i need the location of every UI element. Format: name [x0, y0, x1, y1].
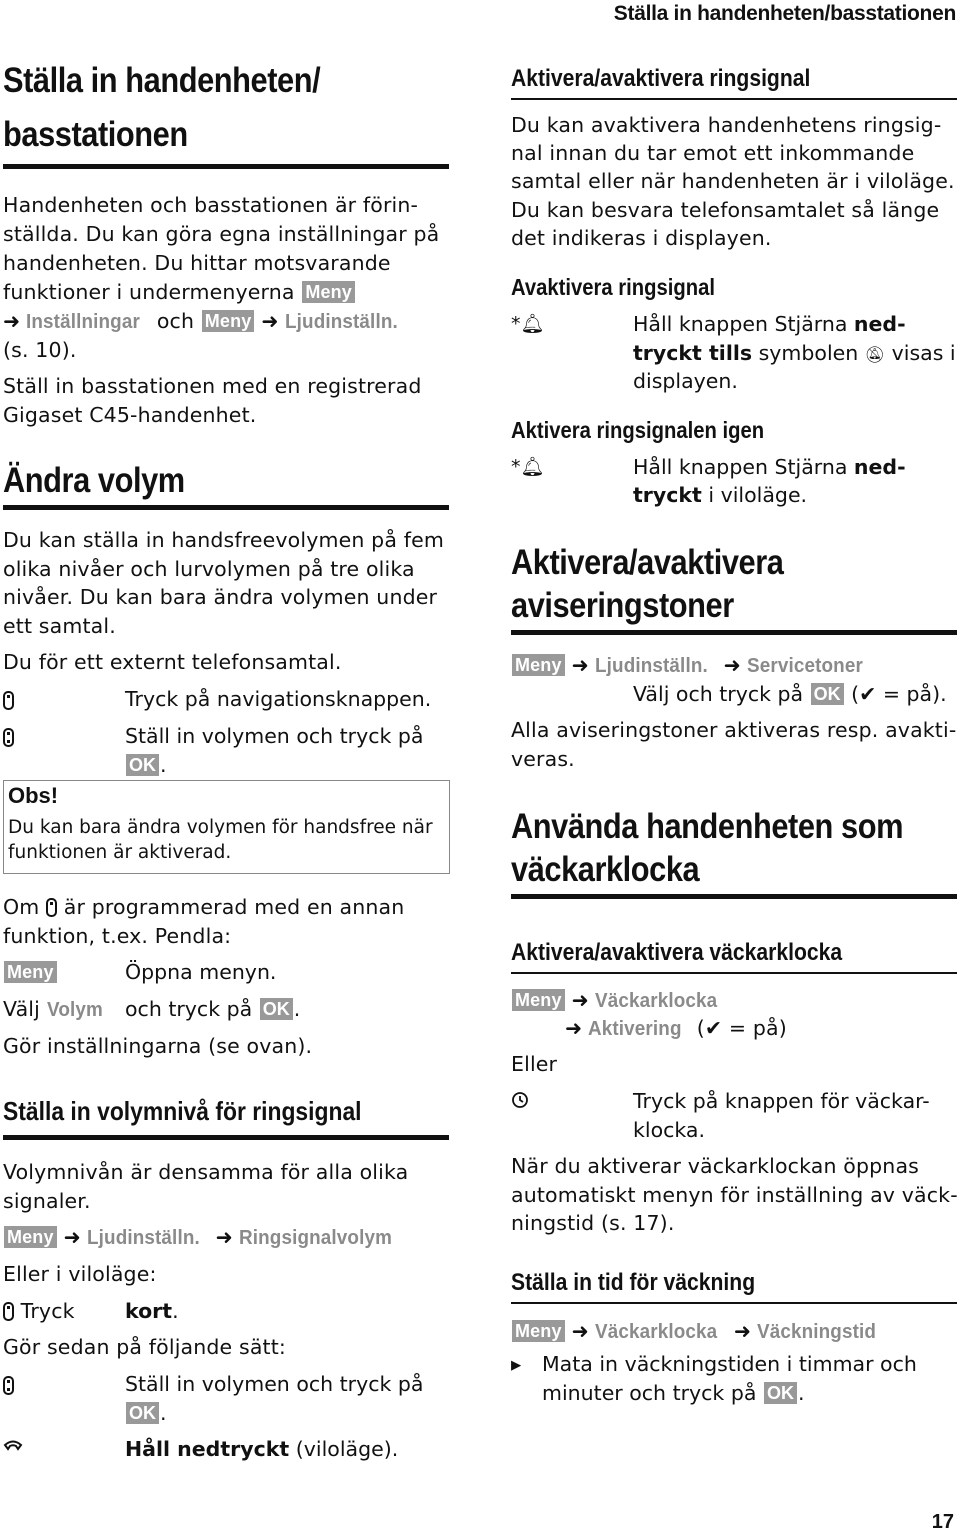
- section-rule: [511, 1302, 957, 1304]
- hall-nedtryckt: Håll nedtryckt (viloläge).: [125, 1437, 399, 1461]
- tid-menu-path: [511, 1317, 887, 1347]
- star-bell-icon: *🔔︎: [511, 313, 545, 335]
- menu-item-ljudinstalln: Ljudinställn.: [86, 1226, 200, 1249]
- bell-off-icon: 🔕︎: [864, 345, 886, 364]
- oppna-menyn: Öppna menyn.: [125, 960, 277, 984]
- valj-row: Välj Volym: [3, 995, 107, 1025]
- vack-menu-path-2: ➜ Aktivering (✔ = på): [559, 1014, 787, 1044]
- tryck-knapp: klocka.: [633, 1118, 705, 1142]
- step-ok: OK .: [125, 751, 167, 780]
- arrow-icon: ➜: [571, 988, 589, 1012]
- mata-line: minuter och tryck på OK .: [542, 1381, 805, 1405]
- ring-line: Volymnivån är densamma för alla olika: [3, 1160, 409, 1184]
- meny-key: Meny: [202, 310, 255, 332]
- heading-aktivera-igen: Aktivera ringsignalen igen: [511, 417, 765, 443]
- akt-line: Du kan besvara telefonsamtalet så länge: [511, 198, 940, 222]
- extern-line: Du för ett externt telefonsamtal.: [3, 650, 342, 674]
- volym-line: Du kan ställa in handsfreevolymen på fem: [3, 528, 444, 552]
- nav-updown-icon: [3, 1371, 14, 1399]
- arrow-icon: ➜: [261, 309, 279, 333]
- vack-menu-path: [511, 986, 728, 1016]
- akt-line: samtal eller när handenheten är i viloläge.: [511, 169, 955, 193]
- menu-item-ljudinstalln: Ljudinställn.: [594, 654, 708, 677]
- meny-key: Meny: [4, 1226, 57, 1248]
- avakt-text: displayen.: [633, 369, 738, 393]
- tryck-knapp: Tryck på knappen för väckar-: [633, 1089, 930, 1113]
- menu-item-ljudinstalln: Ljudinställn.: [284, 310, 398, 333]
- arrow-icon: ➜: [571, 653, 589, 677]
- star-bell-icon: *🔔︎: [511, 456, 545, 478]
- akt-line: nal innan du tar emot ett inkommande: [511, 141, 915, 165]
- section-rule: [511, 972, 957, 974]
- alarm-clock-icon: [511, 1088, 529, 1116]
- om-line: Om är programmerad med en annan: [3, 895, 405, 919]
- intro-line: handenheten. Du hittar motsvarande: [3, 251, 391, 275]
- och-tryck-ok: och tryck på OK .: [125, 997, 301, 1021]
- end-call-icon: [3, 1436, 23, 1465]
- arrow-icon: ➜: [723, 653, 741, 677]
- valj-tryck-ok: Välj och tryck på OK (✔ = på).: [633, 682, 947, 706]
- heading-vackarklocka-l2: väckarklocka: [511, 850, 700, 889]
- check-icon: ✔: [704, 1016, 723, 1040]
- gor-sedan: Gör sedan på följande sätt:: [3, 1335, 286, 1359]
- ring-line: signaler.: [3, 1189, 91, 1213]
- akt-line: det indikeras i displayen.: [511, 226, 772, 250]
- nav-updown-icon: [3, 723, 14, 751]
- section-rule: [511, 630, 957, 635]
- meny-key: Meny: [512, 989, 565, 1011]
- section-rule: [511, 98, 957, 100]
- menu-item-vackningstid: Väckningstid: [757, 1320, 877, 1343]
- ok-key: OK: [126, 754, 159, 776]
- nar-line: automatiskt menyn för inställning av väck-: [511, 1183, 958, 1207]
- page-title-line2: basstationen: [3, 115, 188, 154]
- ok-key: OK: [764, 1382, 797, 1404]
- note-text: Du kan bara ändra volymen för handsfree när funktionen är aktiverad.: [8, 817, 433, 863]
- heading-avaktivera: Avaktivera ringsignal: [511, 274, 715, 300]
- eller-viloläge: Eller i viloläge:: [3, 1262, 157, 1286]
- om-line: funktion, t.ex. Pendla:: [3, 924, 232, 948]
- alla-line: veras.: [511, 747, 575, 771]
- meny-key: Meny: [512, 654, 565, 676]
- check-icon: ✔: [859, 682, 877, 706]
- intro-menu-path: ➜ Inställningar och Meny ➜ Ljudinställn.: [3, 307, 407, 337]
- menu-item-servicetoner: Servicetoner: [746, 654, 863, 677]
- meny-key: Meny: [512, 1320, 565, 1342]
- page-number: 17: [931, 1511, 954, 1533]
- arrow-icon: ➜: [63, 1225, 81, 1249]
- heading-vackarklocka-l1: Använda handenheten som: [511, 807, 904, 846]
- heading-ringsignal-volym: Ställa in volymnivå för ringsignal: [3, 1096, 362, 1126]
- menu-item-volym: Volym: [46, 998, 103, 1021]
- avakt-text: Håll knappen Stjärna ned-: [633, 312, 906, 336]
- nav-up-icon: [3, 1302, 14, 1321]
- nar-line: När du aktiverar väckarklockan öppnas: [511, 1154, 919, 1178]
- step-stall-volym: Ställ in volymen och tryck på: [125, 724, 424, 748]
- akt-line: Du kan avaktivera handenhetens ringsig-: [511, 113, 942, 137]
- arrow-icon: ➜: [215, 1225, 233, 1249]
- section-rule: [3, 505, 449, 510]
- ok-key: OK: [811, 683, 844, 705]
- heading-aktivera-vackarklocka: Aktivera/avaktivera väckarklocka: [511, 939, 843, 966]
- step-stall-volym: Ställ in volymen och tryck på: [125, 1372, 424, 1396]
- menu-item-vackarklocka: Väckarklocka: [594, 989, 718, 1012]
- register-line: Gigaset C45-handenhet.: [3, 403, 257, 427]
- ok-key: OK: [260, 998, 293, 1020]
- menu-item-installningar: Inställningar: [26, 310, 141, 333]
- heading-tid-vackning: Ställa in tid för väckning: [511, 1269, 756, 1296]
- heading-aviseringstoner-l1: Aktivera/avaktivera: [511, 543, 784, 582]
- mata-line: Mata in väckningstiden i timmar och: [542, 1352, 917, 1376]
- arrow-icon: ➜: [733, 1319, 752, 1343]
- register-line: Ställ in basstationen med en registrerad: [3, 374, 422, 398]
- intro-line: funktioner i undermenyerna Meny: [3, 278, 356, 307]
- running-header: Ställa in handenheten/basstationen: [613, 2, 956, 25]
- meny-key: Meny: [4, 961, 57, 983]
- page-title-line1: Ställa in handenheten/: [3, 61, 321, 100]
- nav-up-icon: [3, 686, 14, 714]
- igen-text: Håll knappen Stjärna ned-: [633, 455, 906, 479]
- heading-andra-volym: Ändra volym: [3, 461, 185, 500]
- bullet-arrow-icon: ▸: [511, 1352, 522, 1376]
- volym-line: olika nivåer och lurvolymen på tre olika: [3, 557, 415, 581]
- ok-key: OK: [126, 1402, 159, 1424]
- note-title: Obs!: [8, 783, 59, 808]
- section-rule: [3, 1135, 449, 1140]
- volym-line: ett samtal.: [3, 614, 116, 638]
- step-ok: OK .: [125, 1399, 167, 1428]
- arrow-icon: ➜: [571, 1319, 589, 1343]
- gor-line: Gör inställningarna (se ovan).: [3, 1034, 313, 1058]
- ring-menu-path: [3, 1223, 405, 1253]
- menu-item-ringsignalvolym: Ringsignalvolym: [238, 1226, 392, 1249]
- page-ref: (s. 10).: [3, 338, 77, 362]
- section-rule: [511, 894, 957, 899]
- intro-line: Handenheten och basstationen är förin-: [3, 193, 419, 217]
- volym-line: nivåer. Du kan bara ändra volymen under: [3, 585, 438, 609]
- heading-aktivera-ringsignal: Aktivera/avaktivera ringsignal: [511, 65, 811, 92]
- title-rule: [3, 164, 449, 169]
- alla-line: Alla aviseringstoner aktiveras resp. avakti-: [511, 718, 957, 742]
- nar-line: ningstid (s. 17).: [511, 1211, 675, 1235]
- menu-item-aktivering: Aktivering: [588, 1017, 682, 1040]
- eller: Eller: [511, 1052, 558, 1076]
- note-box: [3, 780, 450, 874]
- avis-menu-path: [511, 651, 873, 681]
- avakt-text: tryckt tills symbolen 🔕︎ visas i: [633, 341, 956, 365]
- kort: kort.: [125, 1299, 179, 1323]
- menu-item-vackarklocka: Väckarklocka: [594, 1320, 718, 1343]
- meny-key: Meny: [302, 281, 355, 303]
- intro-line: ställda. Du kan göra egna inställningar på: [3, 222, 440, 246]
- heading-aviseringstoner-l2: aviseringstoner: [511, 586, 734, 625]
- step-tryck-nav: Tryck på navigationsknappen.: [125, 687, 432, 711]
- arrow-icon: ➜: [565, 1016, 583, 1040]
- igen-text: tryckt i viloläge.: [633, 483, 808, 507]
- meny-row: [3, 958, 58, 987]
- arrow-icon: ➜: [3, 309, 21, 333]
- nav-up-icon: [46, 898, 57, 917]
- tryck-row: Tryck: [3, 1297, 75, 1326]
